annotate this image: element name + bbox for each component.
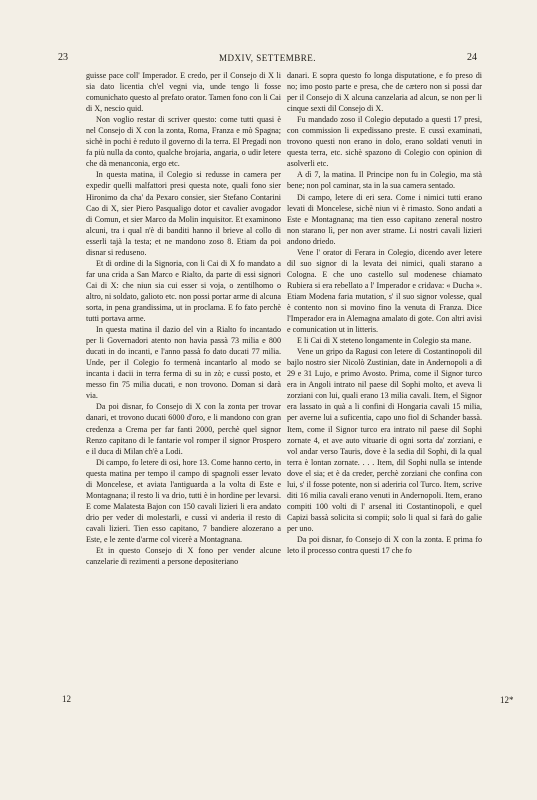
margin-number-right: 12*: [500, 695, 514, 705]
paragraph: Vene un gripo da Ragusi con letere di Costantinopoli dil bajlo nostro sier Nicolò Zustinian, date in Andernopoli a dì 29 e 31 Lujo, e primo Avosto. Prima, come il Signor turco era in Angoli intrato nil paese dil Sophi molto, et aveva li zorziani con lui, quali erano 13 milia cavali. Item, el Signor era lassato in quà a li confini di Hongaria cavali 15 milia, per averne lui a suficentia, capo uno fiol di Schander bassà. Item, come il Signor turco era intrato nil paese dil Sophi zornate 4, et ave auto vituarie di ogni sorta da' zorziani, e vol andar verso Tauris, dove è la sedia dil Sophi, di la qual terra è lontan zornate. . . . Item, dil Sophi nulla se intende dove el sia; et è da creder, perchè zorziani che confina con lui, s' il fosse potente, non si aderiria col Turco. Item, scrive diti 16 milia cavali erano venuti in Andernopoli. Item, erano compiti 100 volti di l' arsenal iti Costantinopoli, e quel Capizi bassà solicita si compii; solo li qual si farà do galie per uno.: [287, 347, 482, 533]
paragraph: Et in questo Consejo di X fono per vender alcune canzelarie di rezimenti a persone depositeriano: [86, 546, 281, 567]
paragraph: Vene l' orator di Ferara in Colegio, dicendo aver letere dil suo signor di la levata dei nimici, quali starano a Cologna. E che uno castello sul modenese chiamato Rubiera si era rebellato a l' Imperador e cridava: « Ducha ». Etiam Modena faria mutation, s' il suo signor volesse, qual è contento non si movino fino la venuta di Franza. Dice l'Imperador era in Alemagna amalato di gote. Con altri avisi e comunication ut in litteris.: [287, 247, 482, 335]
paragraph: Da poi disnar, fo Consejo di X con la zonta. E prima fo leto il processo contra questi 17 che fo: [287, 534, 482, 556]
paragraph: Et di ordine di la Signoria, con li Cai di X fo mandato a far una crida a San Marco e Rialto, da parte di essi signori Cai di X: che niun sia cui esser si voja, o zentilhomo o altro, ni soldato, galioto etc. non possi portar arme di alcuna sorta, in pena grandissima, ut in proclama. E fo fato perchè tutti portava arme.: [86, 258, 281, 324]
paragraph: E li Cai di X steteno longamente in Colegio sta mane.: [297, 336, 472, 346]
paragraph: Fu mandado zoso il Colegio deputado a questi 17 presi, con commission li expedissano preste. E cussì examinati, trovono questi non erano in dolo, erano soldati venuti in questa terra, etc. sichè spazono di Colegio con opinion di asolverli etc.: [287, 115, 482, 169]
paragraph: guisse pace coll' Imperador. E credo, per il Consejo di X li sia dato licentia ch'el vegni via, unde tengo li fosse comunichato questo al prefato orator. Tamen fono con li Cai di X, nescio quid.: [86, 71, 281, 114]
paragraph: Di campo, letere di eri sera. Come i nimici tutti erano levati di Moncelese, sichè niun vi è rimasto. Sono andati a Este e Montagnana; ma tien esso capitano zeneral nostro non starano lì, per non aver strame. Li nostri cavali lizieri andono driedo.: [287, 192, 482, 246]
page-number-left: 23: [58, 52, 68, 63]
page-number-right: 24: [467, 52, 477, 63]
paragraph: In questa matina il dazio del vin a Rialto fo incantado per li Governadori atento non havia passà 73 milia e 800 ducati in do incanti, e l'anno passà fo dato ducati 77 milia. Unde, per il Colegio fo termenà incantarlo al modo se incanta i dacii in terra ferma di su in zò; e cussì posto, et messo fin 75 milia ducati, e non trovono. Doman si darà via.: [86, 325, 281, 401]
paragraph: Di campo, fo letere di osi, hore 13. Come hanno certo, in questa matina per tempo il campo di spagnoli esser levato di Moncelese, et aviata l'antiguarda a la volta di Este e Montagnana; il resto li va drio, tutti è in hordine per levarsi. E come Malatesta Bajon con 150 cavali lizieri li era andato drio per veder di molestarli, e cussì vi anderia il resto di cavali lizieri. Tien esso capitano, 7 bandiere alozerano a Este, e le zente d'arme col vicerè a Montagnana.: [86, 457, 281, 544]
paragraph: Da poi disnar, fo Consejo di X con la zonta per trovar danari, et trovono ducati 6000 d'oro, e li mandono con gran credenza a Crema per far fanti 2000, perchè quel signor Renzo capitano di le fantarie vol romper il signor Prospero e il duca di Milan ch'è a Lodi.: [86, 402, 281, 456]
left-column: [86, 70, 281, 567]
paragraph: In questa matina, il Colegio si redusse in camera per expedir quelli malfattori presi questa note, quali fono sier Hironimo da cha' da Pexaro consier, sier Stefano Contarini Cao di X, sier Piero Pasqualigo dotor et cavalier avogador di Comun, et sier Marco da Molin inquisitor. Et examinono alcuni, tra i qual n'è di banditi hanno il brieve al collo di esserli tajà la testa; et ne mandono zoso 8. Etiam da poi disnar si reduseno.: [86, 170, 281, 257]
paragraph: A dì 7, la matina. Il Principe non fu in Colegio, ma stà bene; non pol caminar, sta in la sua camera sentado.: [287, 170, 482, 191]
right-column: [287, 70, 482, 556]
page-header: [58, 52, 477, 66]
margin-number-left: 12: [62, 694, 71, 704]
running-title: MDXIV, SETTEMBRE.: [218, 53, 317, 63]
paragraph: danari. E sopra questo fo longa disputatione, e fo preso di no; imo posto parte e presa, che de cætero non si possi dar per il Consejo di X alcuna canzelaria ad alcun, se non per li cinque sexti dil Consejo di X.: [287, 71, 482, 114]
paragraph: Non voglio restar di scriver questo: come tutti quasi è nel Consejo di X con la zonta, Roma, Franza e mò Spagna; sichè in pochi è reduto il governo di la terra. El Pregadi non fa più nulla da conto, qualche brojaria, angaria, o udir letere che dà menanconia, ergo etc.: [86, 115, 281, 169]
